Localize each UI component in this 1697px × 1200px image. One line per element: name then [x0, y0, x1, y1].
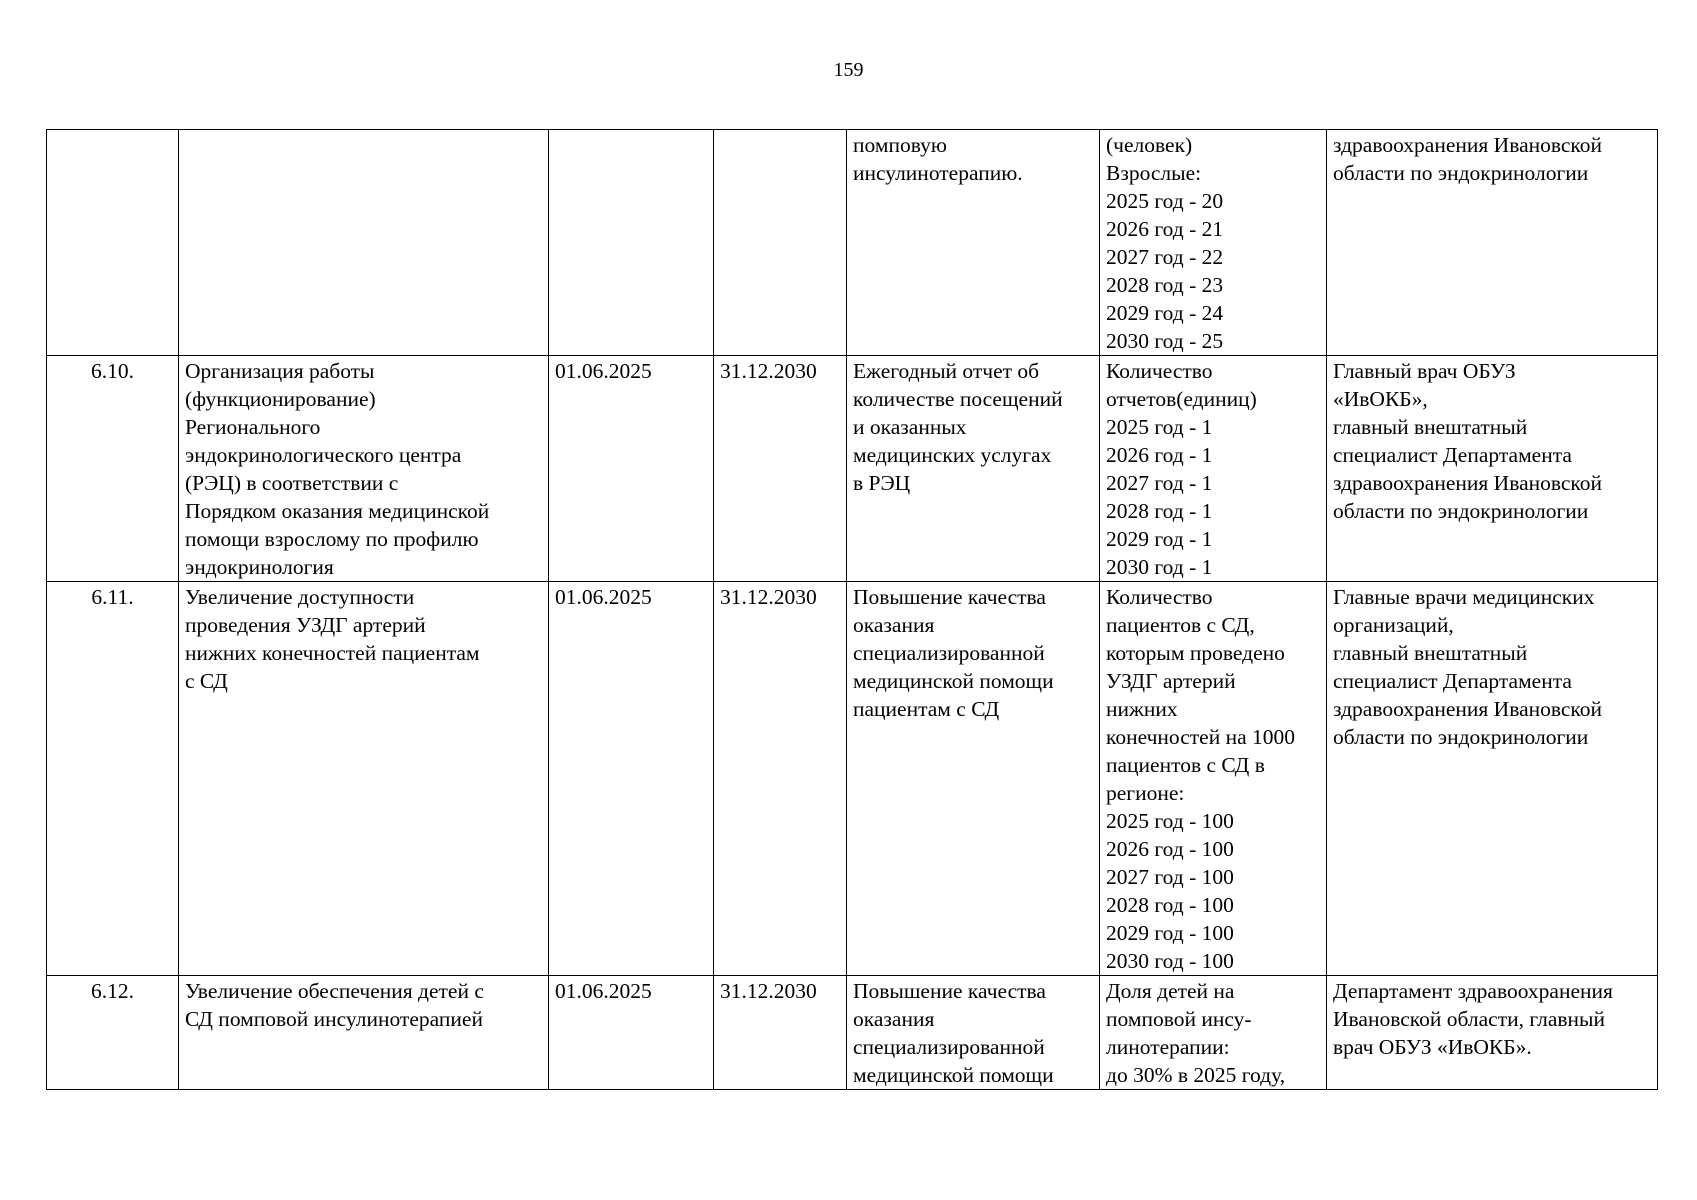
event-cell [179, 976, 549, 1090]
event-cell-line: (РЭЦ) в соответствии с [185, 471, 399, 495]
row-number [47, 582, 179, 976]
responsible-cell-line: здравоохранения Ивановской [1333, 471, 1603, 495]
responsible-cell-line: здравоохранения Ивановской [1333, 133, 1603, 157]
start-date-cell-text: 01.06.2025 [555, 979, 652, 1003]
indicator-cell-line: Количество [1106, 585, 1213, 609]
indicator-cell-line: 2030 год - 25 [1106, 329, 1224, 353]
table-row [47, 356, 1658, 582]
event-cell-line: эндокринология [185, 555, 334, 579]
result-cell-line: медицинской помощи [853, 1063, 1054, 1087]
responsible-cell-line: главный внештатный [1333, 415, 1528, 439]
result-cell-line: медицинских услугах [853, 443, 1052, 467]
result-cell-line: оказания [853, 1007, 935, 1031]
event-cell [179, 582, 549, 976]
indicator-cell-line: 2029 год - 24 [1106, 301, 1224, 325]
event-cell-line: эндокринологического центра [185, 443, 462, 467]
result-cell [847, 582, 1100, 976]
indicator-cell-line: до 30% в 2025 году, [1106, 1063, 1286, 1087]
indicator-cell-line: 2027 год - 1 [1106, 471, 1213, 495]
result-cell [847, 130, 1100, 356]
result-cell-line: и оказанных [853, 415, 967, 439]
end-date-cell [714, 130, 847, 356]
indicator-cell-line: 2025 год - 20 [1106, 189, 1224, 213]
indicator-cell-line: 2027 год - 100 [1106, 865, 1234, 889]
event-cell-line: нижних конечностей пациентам [185, 641, 480, 665]
indicator-cell-line: 2028 год - 100 [1106, 893, 1234, 917]
row-number [47, 976, 179, 1090]
end-date-cell-text: 31.12.2030 [720, 585, 817, 609]
result-cell-line: оказания [853, 613, 935, 637]
responsible-cell-line: области по эндокринологии [1333, 161, 1589, 185]
event-cell-line: проведения УЗДГ артерий [185, 613, 426, 637]
page-number: 159 [833, 59, 864, 81]
responsible-cell-line: специалист Департамента [1333, 669, 1572, 693]
responsible-cell-line: области по эндокринологии [1333, 499, 1589, 523]
table-row [47, 130, 1658, 356]
indicator-cell-line: 2030 год - 1 [1106, 555, 1213, 579]
indicator-cell-line: пациентов с СД в [1106, 753, 1265, 777]
result-cell-line: количестве посещений [853, 387, 1063, 411]
indicator-cell-line: линотерапии: [1106, 1035, 1230, 1059]
indicator-cell-line: 2026 год - 1 [1106, 443, 1213, 467]
indicator-cell-line: которым проведено [1106, 641, 1285, 665]
result-cell-line: специализированной [853, 1035, 1045, 1059]
result-cell [847, 976, 1100, 1090]
indicator-cell-line: пациентов с СД, [1106, 613, 1255, 637]
event-cell-line: помощи взрослому по профилю [185, 527, 479, 551]
responsible-cell-line: специалист Департамента [1333, 443, 1572, 467]
row-number [47, 130, 179, 356]
event-cell [179, 356, 549, 582]
indicator-cell-line: 2025 год - 1 [1106, 415, 1213, 439]
responsible-cell [1327, 130, 1658, 356]
responsible-cell-line: врач ОБУЗ «ИвОКБ». [1333, 1035, 1532, 1059]
result-cell-line: Ежегодный отчет об [853, 359, 1040, 383]
responsible-cell-line: главный внештатный [1333, 641, 1528, 665]
indicator-cell-line: 2026 год - 21 [1106, 217, 1224, 241]
indicator-cell-line: отчетов(единиц) [1106, 387, 1257, 411]
event-cell-line: СД помповой инсулинотерапией [185, 1007, 483, 1031]
row-number-text: 6.10. [91, 359, 134, 383]
start-date-cell-text: 01.06.2025 [555, 585, 652, 609]
indicator-cell-line: конечностей на 1000 [1106, 725, 1296, 749]
indicator-cell-line: Количество [1106, 359, 1213, 383]
indicator-cell-line: 2027 год - 22 [1106, 245, 1224, 269]
indicator-cell [1100, 976, 1327, 1090]
event-cell-line: Увеличение доступности [185, 585, 415, 609]
indicator-cell-line: регионе: [1106, 781, 1185, 805]
start-date-cell [549, 130, 714, 356]
indicator-cell [1100, 582, 1327, 976]
end-date-cell-text: 31.12.2030 [720, 359, 817, 383]
indicator-cell-line: Доля детей на [1106, 979, 1235, 1003]
indicator-cell-line: 2026 год - 100 [1106, 837, 1234, 861]
start-date-cell [549, 582, 714, 976]
result-cell-line: в РЭЦ [853, 471, 911, 495]
end-date-cell [714, 582, 847, 976]
indicator-cell-line: 2029 год - 1 [1106, 527, 1213, 551]
responsible-cell-line: здравоохранения Ивановской [1333, 697, 1603, 721]
responsible-cell-line: Ивановской области, главный [1333, 1007, 1605, 1031]
result-cell [847, 356, 1100, 582]
end-date-cell-text: 31.12.2030 [720, 979, 817, 1003]
responsible-cell-line: Департамент здравоохранения [1333, 979, 1613, 1003]
responsible-cell [1327, 582, 1658, 976]
start-date-cell [549, 356, 714, 582]
row-number-text: 6.11. [91, 585, 134, 609]
indicator-cell [1100, 130, 1327, 356]
responsible-cell-line: «ИвОКБ», [1333, 387, 1428, 411]
responsible-cell [1327, 976, 1658, 1090]
result-cell-line: пациентам с СД [853, 697, 1000, 721]
indicator-cell-line: 2028 год - 1 [1106, 499, 1213, 523]
indicator-cell-line: 2029 год - 100 [1106, 921, 1234, 945]
indicator-cell-line: 2025 год - 100 [1106, 809, 1234, 833]
indicator-cell-line: помповой инсу- [1106, 1007, 1252, 1031]
indicator-cell-line: Взрослые: [1106, 161, 1202, 185]
table-row [47, 976, 1658, 1090]
end-date-cell [714, 356, 847, 582]
event-cell-line: Порядком оказания медицинской [185, 499, 490, 523]
row-number [47, 356, 179, 582]
event-cell-line: Регионального [185, 415, 321, 439]
end-date-cell [714, 976, 847, 1090]
indicator-cell-line: нижних [1106, 697, 1178, 721]
event-cell [179, 130, 549, 356]
start-date-cell [549, 976, 714, 1090]
result-cell-line: инсулинотерапию. [853, 161, 1023, 185]
event-cell-line: (функционирование) [185, 387, 376, 411]
event-cell-line: Организация работы [185, 359, 375, 383]
indicator-cell-line: УЗДГ артерий [1106, 669, 1236, 693]
indicator-cell-line: (человек) [1106, 133, 1193, 157]
indicator-cell-line: 2030 год - 100 [1106, 949, 1234, 973]
table-row [47, 582, 1658, 976]
result-cell-line: Повышение качества [853, 979, 1046, 1003]
responsible-cell-line: организаций, [1333, 613, 1454, 637]
event-cell-line: Увеличение обеспечения детей с [185, 979, 484, 1003]
result-cell-line: медицинской помощи [853, 669, 1054, 693]
result-cell-line: Повышение качества [853, 585, 1046, 609]
responsible-cell-line: Главные врачи медицинских [1333, 585, 1595, 609]
indicator-cell [1100, 356, 1327, 582]
responsible-cell-line: Главный врач ОБУЗ [1333, 359, 1516, 383]
responsible-cell [1327, 356, 1658, 582]
responsible-cell-line: области по эндокринологии [1333, 725, 1589, 749]
result-cell-line: специализированной [853, 641, 1045, 665]
start-date-cell-text: 01.06.2025 [555, 359, 652, 383]
row-number-text: 6.12. [91, 979, 134, 1003]
event-cell-line: с СД [185, 669, 228, 693]
indicator-cell-line: 2028 год - 23 [1106, 273, 1224, 297]
measures-table [46, 129, 1658, 1090]
result-cell-line: помповую [853, 133, 947, 157]
